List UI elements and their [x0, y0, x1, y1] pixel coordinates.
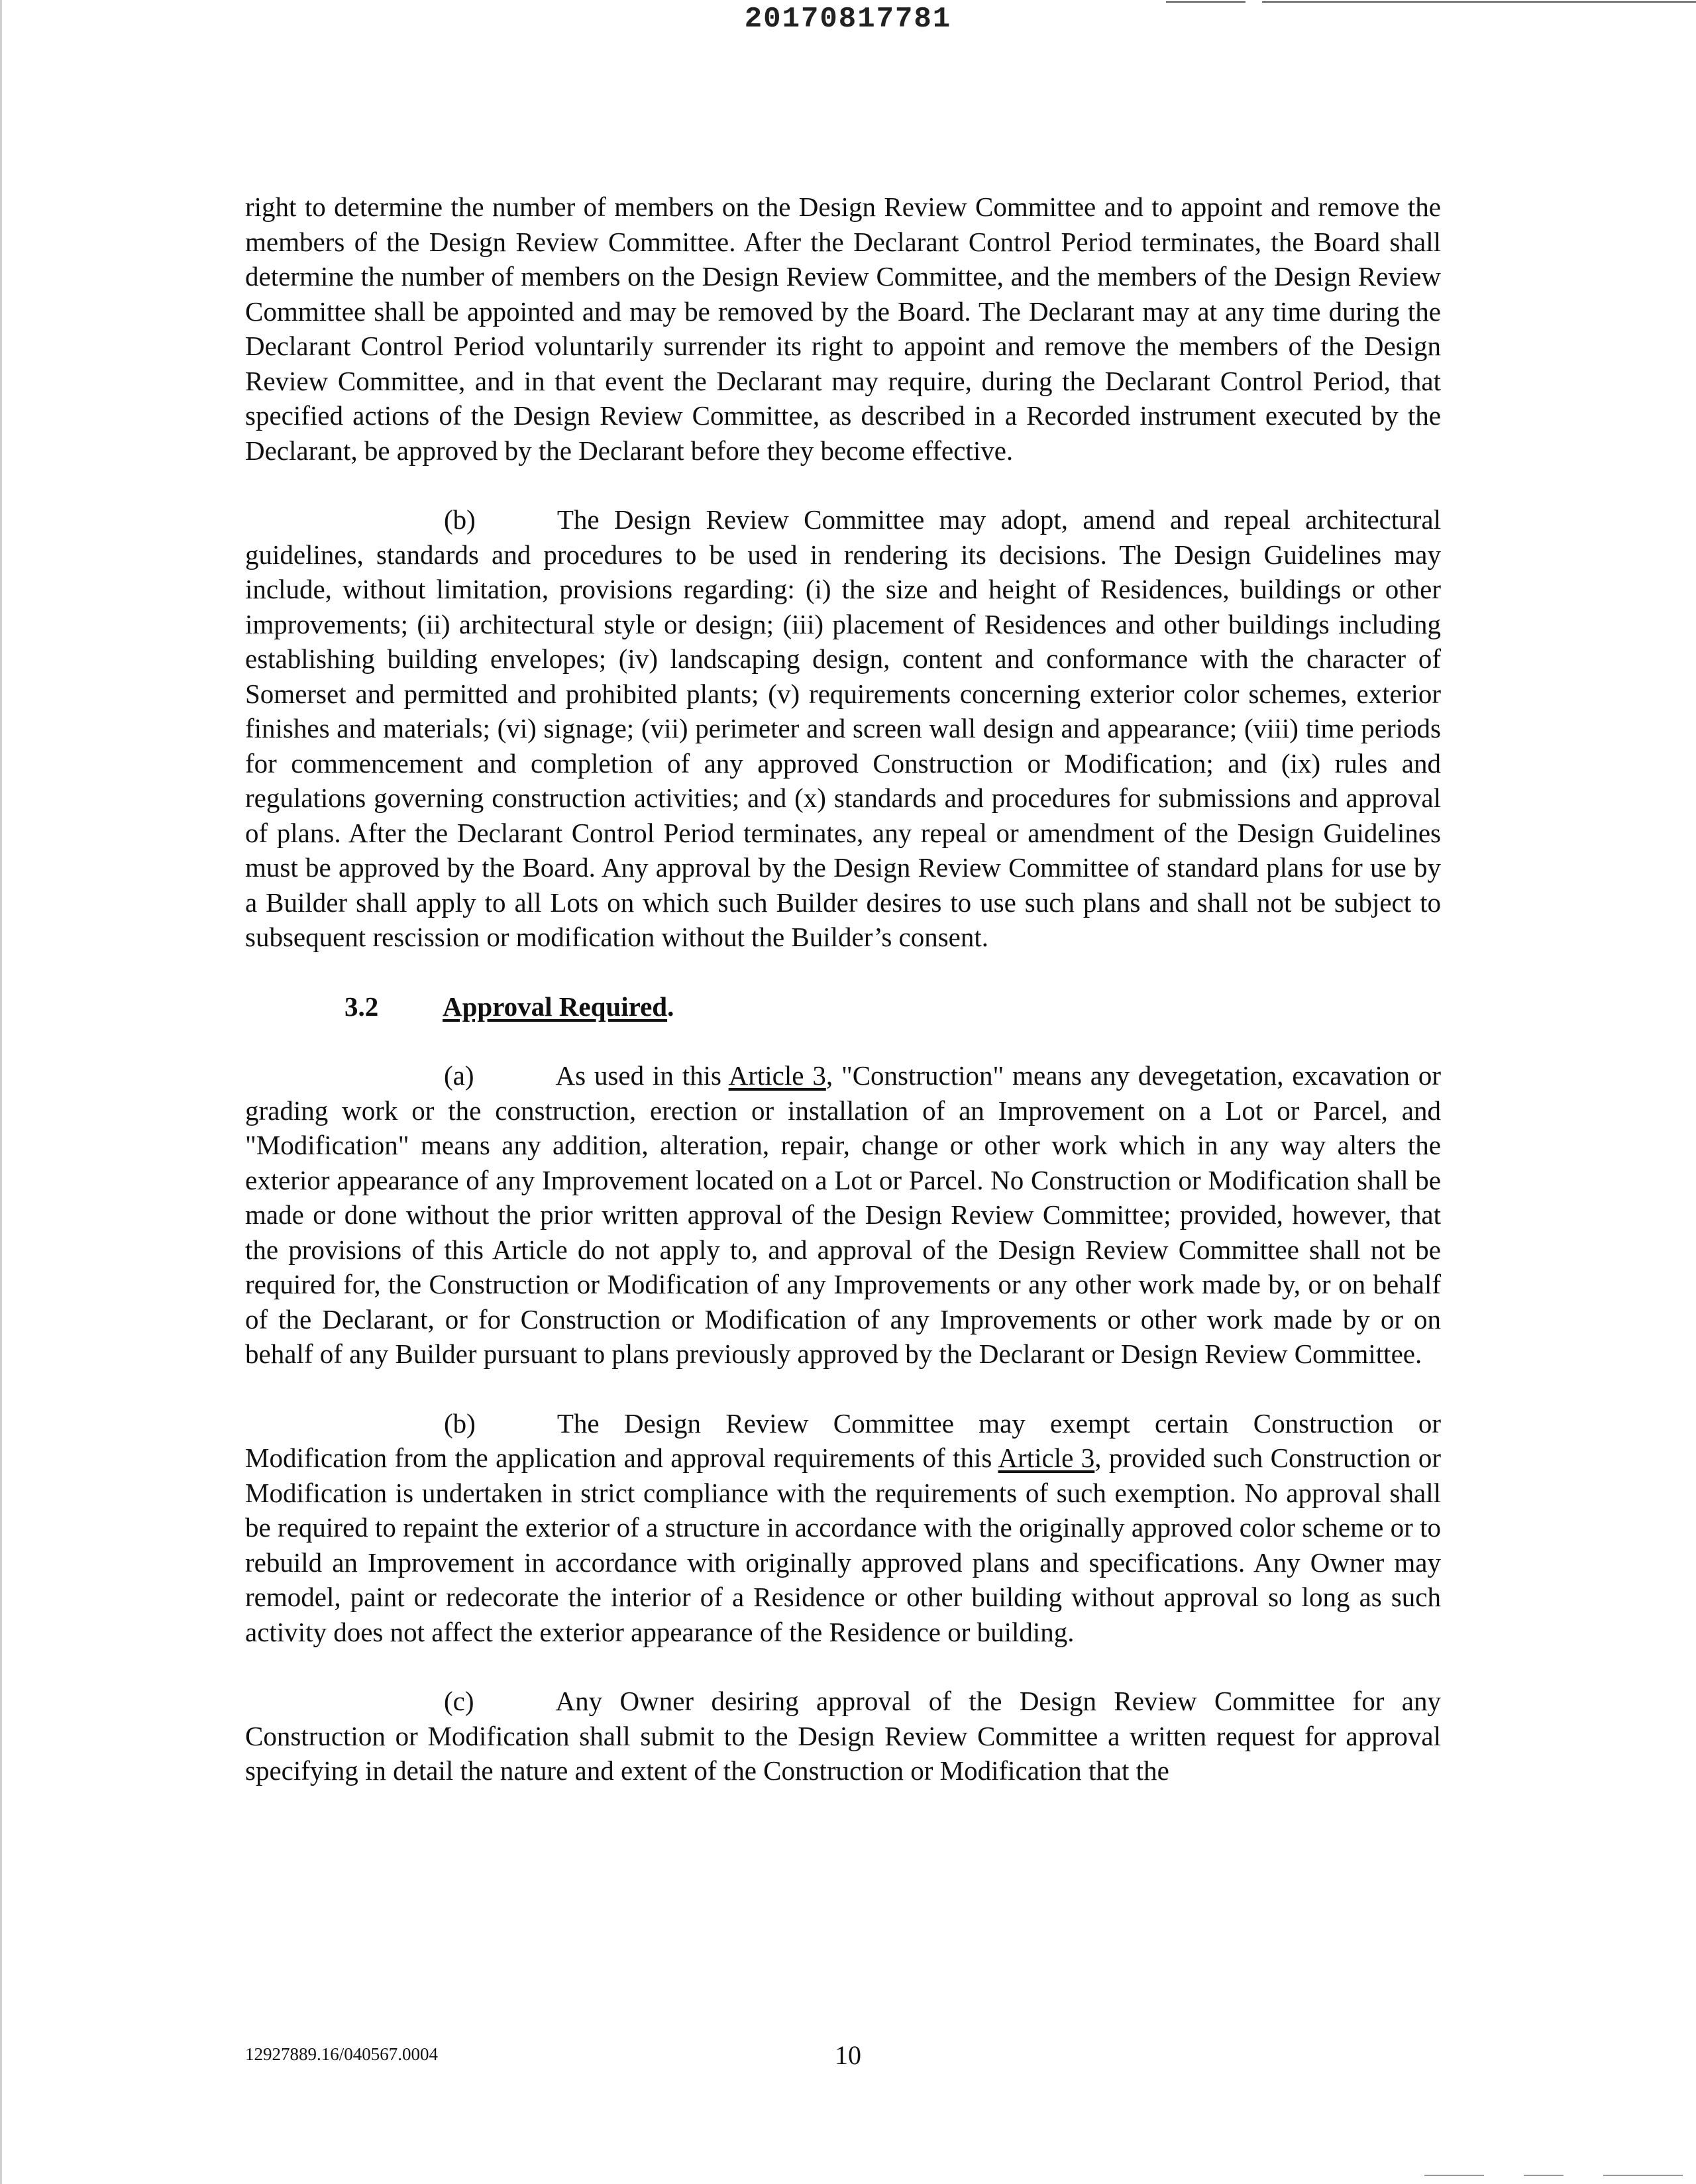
paragraph-label: (a) — [444, 1060, 474, 1091]
page-number: 10 — [835, 2040, 861, 2070]
paragraph-text: , "Construction" means any devegetation, excavation or grading work or the construction, erection or installation of an Improvement on a Lot or Parcel, and "Modification" means any addition, alteration, repair, change or other work which in any way alters the exterior appearance of any Improvement located on a Lot or Parcel. No Construction or Modification shall be made or done without the prior written approval of the Design Review Committee; provided, however, that the provisions of this Article do not apply to, and approval of the Design Review Committee shall not be required for, the Construction or Modification of any Improvements or any other work made by, or on behalf of the Declarant, or for Construction or Modification of any Improvements or other work made by or on behalf of any Builder pursuant to plans previously approved by the Declarant or Design Review Committee. — [245, 1060, 1441, 1369]
article-reference: Article 3 — [728, 1060, 826, 1091]
section-heading — [245, 989, 1441, 1024]
article-reference: Article 3 — [998, 1443, 1095, 1473]
document-body — [245, 190, 1441, 1788]
paragraph-c-approval-request — [245, 1684, 1441, 1788]
scan-bottom-mark — [1424, 2175, 1484, 2176]
paragraph-b-design-guidelines — [245, 502, 1441, 955]
paragraph-text: , provided such Construction or Modification is undertaken in strict compliance with the requirements of such exemption. No approval shall be required to repaint the exterior of a structure in accordance with the originally approved color scheme or to rebuild an Improvement in accordance with originally approved plans and specifications. Any Owner may remodel, paint or redecorate the interior of a Residence or other building without approval so long as such activity does not affect the exterior appearance of the Residence or building. — [245, 1443, 1441, 1647]
paragraph-text: The Design Review Committee may exempt certain Construction or Modification from the application and approval requirements of this — [245, 1407, 1441, 1473]
paragraph-label: (b) — [444, 504, 476, 535]
scan-left-edge — [0, 0, 2, 2184]
section-title-period: . — [667, 991, 674, 1022]
scan-bottom-mark — [1524, 2175, 1564, 2176]
paragraph-label: (c) — [444, 1686, 474, 1716]
paragraph-continuation: right to determine the number of members on the Design Review Committee and to appoint and remove the members of the Design Review Committee. After the Declarant Control Period terminates, the Board shall determine the number of members on the Design Review Committee, and the members of the Design Review Committee shall be appointed and may be removed by the Board. The Declarant may at any time during the Declarant Control Period voluntarily surrender its right to appoint and remove the members of the Design Review Committee, and in that event the Declarant may require, during the Declarant Control Period, that specified actions of the Design Review Committee, as described in a Recorded instrument executed by the Declarant, be approved by the Declarant before they become effective. — [245, 191, 1441, 466]
paragraph-text: As used in this — [555, 1060, 729, 1091]
paragraph-text: Any Owner desiring approval of the Design Review Committee for any Construction or Modification shall submit to the Design Review Committee a written request for approval specifying in detail the nature and extent of the Construction or Modification that the — [245, 1686, 1441, 1786]
paragraph-a-construction — [245, 1058, 1441, 1372]
document-code: 12927889.16/040567.0004 — [245, 2044, 439, 2064]
scan-bottom-mark — [1603, 2175, 1683, 2176]
paragraph-label: (b) — [444, 1407, 476, 1439]
paragraph-text: The Design Review Committee may adopt, amend and repeal architectural guidelines, standards and procedures to be used in rendering its decisions. The Design Guidelines may include, without limitation, provisions regarding: (i) the size and height of Residences, buildings or other improvements; (ii) architectural style or design; (iii) placement of Residences and other buildings including establishing building envelopes; (iv) landscaping design, content and conformance with the character of Somerset and permitted and prohibited plants; (v) requirements concerning exterior color schemes, exterior finishes and materials; (vi) signage; (vii) perimeter and screen wall design and appearance; (viii) time periods for commencement and completion of any approved Construction or Modification; and (ix) rules and regulations governing construction activities; and (x) standards and procedures for submissions and approval of plans. After the Declarant Control Period terminates, any repeal or amendment of the Design Guidelines must be approved by the Board. Any approval by the Design Review Committee of standard plans for use by a Builder shall apply to all Lots on which such Builder desires to use such plans and shall not be subject to subsequent rescission or modification without the Builder’s consent. — [245, 504, 1441, 952]
paragraph-b-exemptions — [245, 1406, 1441, 1650]
section-title: Approval Required — [443, 991, 668, 1022]
recording-number: 20170817781 — [744, 3, 952, 36]
section-number: 3.2 — [344, 991, 379, 1022]
